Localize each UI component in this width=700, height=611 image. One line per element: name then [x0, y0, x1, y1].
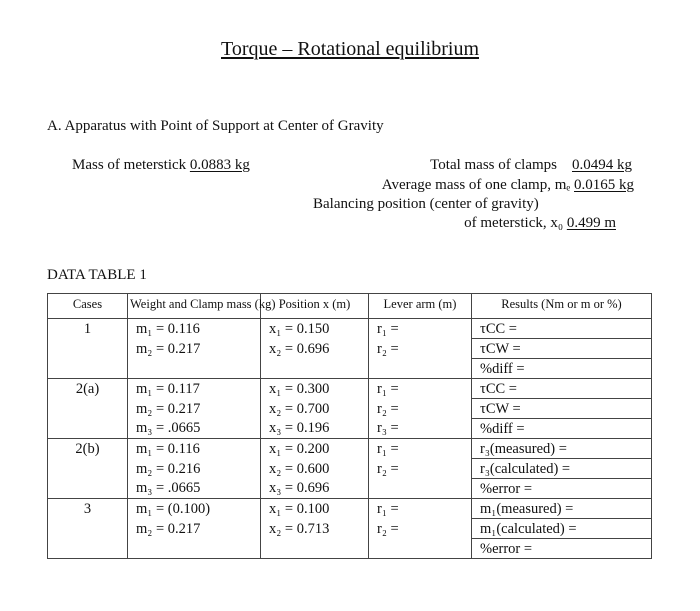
cell-position: x₂ = 0.696 [261, 339, 369, 359]
balancing-position-label-1: Balancing position (center of gravity) [313, 196, 539, 212]
avg-mass-clamp [382, 177, 634, 194]
cell-mass [128, 359, 261, 379]
mass-meterstick-value: 0.0883 kg [189, 157, 250, 173]
cell-case [48, 359, 128, 379]
cell-mass [128, 539, 261, 559]
cell-position: x₂ = 0.713 [261, 519, 369, 539]
balancing-position-value: 0.499 m [566, 215, 616, 231]
mass-meterstick-label: Mass of meterstick [72, 157, 187, 173]
cell-lever-arm: r₁ = [369, 499, 472, 519]
total-mass-clamps-value: 0.0494 kg [572, 157, 632, 173]
cell-case [48, 519, 128, 539]
header-position: Position x (m) [261, 294, 369, 319]
total-mass-clamps-label: Total mass of clamps [430, 157, 557, 173]
cell-result: τCC = [472, 379, 652, 399]
cell-case: 2(b) [48, 439, 128, 459]
page-title: Torque – Rotational equilibrium [221, 38, 479, 60]
cell-case: 2(a) [48, 379, 128, 399]
cell-lever-arm: r₁ = [369, 379, 472, 399]
table-row [48, 539, 652, 559]
table-row [48, 439, 652, 459]
cell-result: m₁(measured) = [472, 499, 652, 519]
header-results: Results (Nm or m or %) [472, 294, 652, 319]
avg-mass-clamp-label: Average mass of one clamp, mₑ [381, 177, 571, 193]
cell-lever-arm: r₁ = [369, 439, 472, 459]
cell-position: x₁ = 0.150 [261, 319, 369, 339]
cell-lever-arm: r₁ = [369, 319, 472, 339]
table-row [48, 319, 652, 339]
cell-position [261, 539, 369, 559]
section-a-heading: A. Apparatus with Point of Support at Center of Gravity [47, 118, 384, 134]
balancing-position [464, 215, 616, 232]
table-row [48, 359, 652, 379]
cell-position: x₃ = 0.196 [261, 419, 369, 439]
total-mass-clamps [430, 157, 632, 174]
table-row [48, 499, 652, 519]
cell-case [48, 539, 128, 559]
cell-lever-arm: r₂ = [369, 459, 472, 479]
cell-mass: m₂ = 0.217 [128, 399, 261, 419]
cell-case [48, 339, 128, 359]
table-row [48, 379, 652, 399]
balancing-position-label-2: of meterstick, x₀ [464, 215, 564, 231]
cell-position: x₁ = 0.200 [261, 439, 369, 459]
cell-result: %diff = [472, 359, 652, 379]
cell-result: %error = [472, 539, 652, 559]
data-table-title: DATA TABLE 1 [47, 267, 147, 283]
cell-position: x₁ = 0.300 [261, 379, 369, 399]
cell-mass: m₃ = .0665 [128, 419, 261, 439]
mass-meterstick [72, 157, 250, 174]
header-mass: Weight and Clamp mass (kg) [128, 294, 261, 319]
header-cases: Cases [48, 294, 128, 319]
cell-mass: m₁ = 0.116 [128, 319, 261, 339]
cell-position [261, 359, 369, 379]
cell-lever-arm [369, 539, 472, 559]
cell-mass: m₂ = 0.217 [128, 339, 261, 359]
cell-lever-arm: r₃ = [369, 419, 472, 439]
cell-result: r₃(measured) = [472, 439, 652, 459]
cell-case: 3 [48, 499, 128, 519]
cell-mass: m₁ = (0.100) [128, 499, 261, 519]
cell-result: r₃(calculated) = [472, 459, 652, 479]
table-row [48, 399, 652, 419]
cell-lever-arm: r₂ = [369, 399, 472, 419]
cell-result: %error = [472, 479, 652, 499]
cell-lever-arm: r₂ = [369, 519, 472, 539]
cell-position: x₂ = 0.700 [261, 399, 369, 419]
cell-position: x₃ = 0.696 [261, 479, 369, 499]
cell-lever-arm [369, 479, 472, 499]
cell-result: %diff = [472, 419, 652, 439]
cell-lever-arm [369, 359, 472, 379]
header-lever-arm: Lever arm (m) [369, 294, 472, 319]
cell-case [48, 399, 128, 419]
cell-result: τCC = [472, 319, 652, 339]
table-header-row [48, 294, 652, 319]
table-row [48, 519, 652, 539]
cell-case [48, 419, 128, 439]
cell-mass: m₁ = 0.117 [128, 379, 261, 399]
table-row [48, 339, 652, 359]
table-row [48, 459, 652, 479]
cell-mass: m₂ = 0.217 [128, 519, 261, 539]
table-row [48, 479, 652, 499]
cell-case: 1 [48, 319, 128, 339]
cell-case [48, 459, 128, 479]
data-table [47, 293, 652, 559]
cell-lever-arm: r₂ = [369, 339, 472, 359]
table-row [48, 419, 652, 439]
cell-case [48, 479, 128, 499]
cell-mass: m₂ = 0.216 [128, 459, 261, 479]
cell-position: x₁ = 0.100 [261, 499, 369, 519]
cell-position: x₂ = 0.600 [261, 459, 369, 479]
cell-result: m₁(calculated) = [472, 519, 652, 539]
cell-result: τCW = [472, 399, 652, 419]
cell-mass: m₁ = 0.116 [128, 439, 261, 459]
cell-mass: m₃ = .0665 [128, 479, 261, 499]
cell-result: τCW = [472, 339, 652, 359]
avg-mass-clamp-value: 0.0165 kg [574, 177, 634, 193]
